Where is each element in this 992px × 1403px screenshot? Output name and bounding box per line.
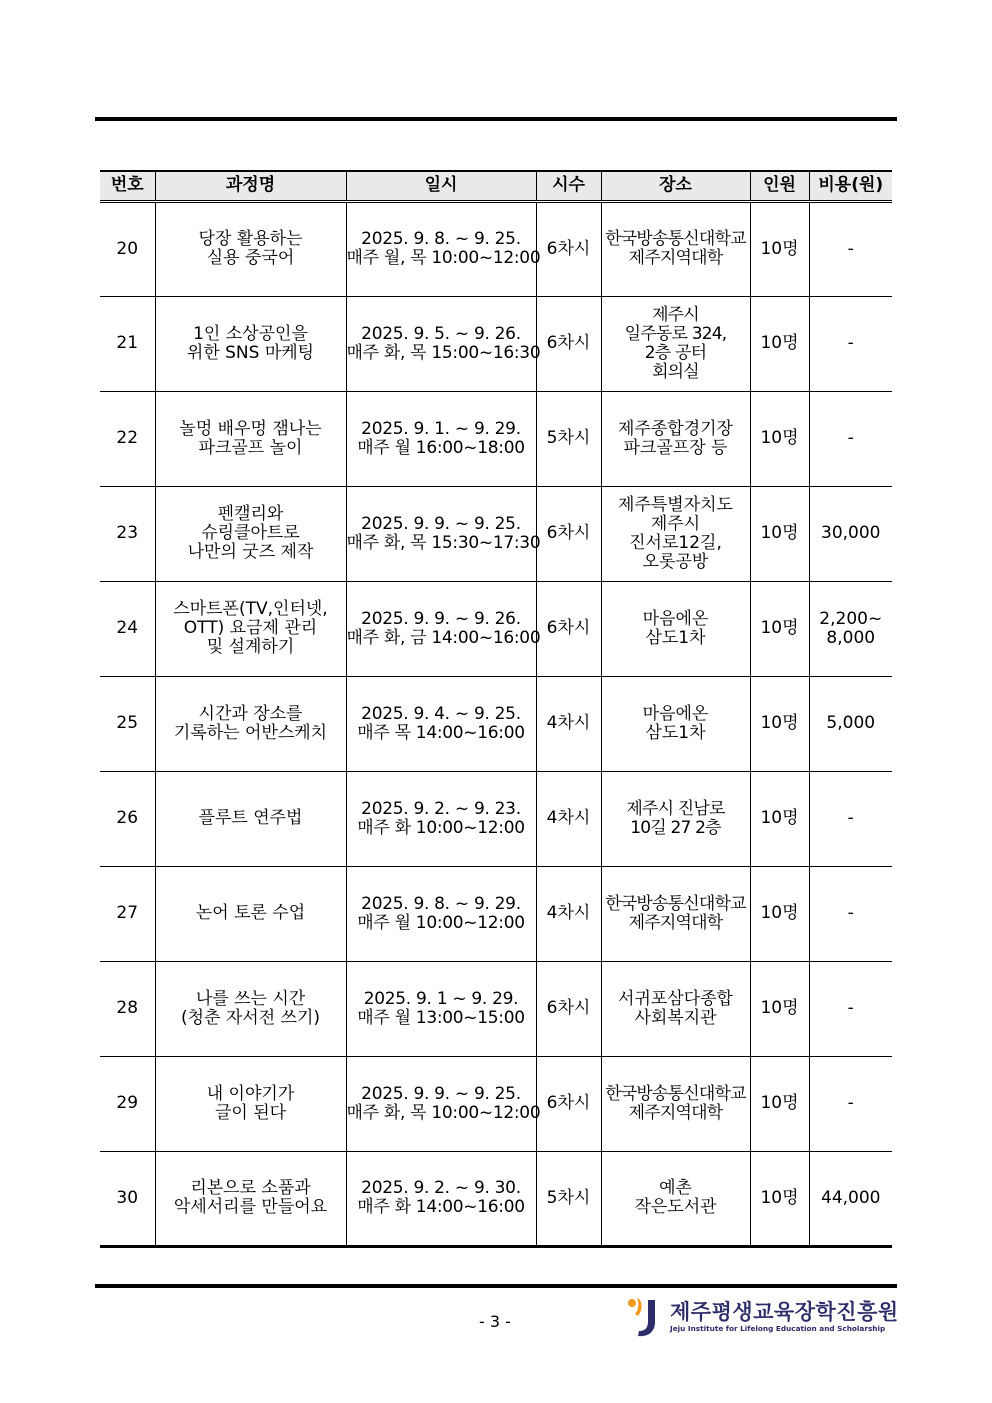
header-place: 장소	[601, 171, 750, 201]
cell-course-name-line: 기록하는 어반스케치	[173, 722, 328, 743]
cell-cost	[809, 676, 892, 771]
cell-date	[346, 391, 536, 486]
cell-cost-line: -	[847, 428, 854, 448]
logo-mark-icon	[626, 1294, 662, 1338]
cell-cost	[809, 771, 892, 866]
cell-place-line: 마음에온	[642, 703, 709, 724]
header-course-name: 과정명	[155, 171, 346, 201]
cell-place-line: 10길 27 2층	[630, 817, 721, 838]
cell-place-line: 진서로12길,	[629, 532, 722, 553]
cell-no: 22	[100, 391, 155, 486]
cell-course-name-line: 1인 소상공인을	[193, 323, 308, 344]
cell-people: 10명	[750, 771, 809, 866]
cell-course-name-line: 시간과 장소를	[198, 703, 303, 724]
cell-place-line: 한국방송통신대학교	[605, 1083, 746, 1104]
cell-course-name	[155, 391, 346, 486]
cell-hours: 6차시	[536, 581, 601, 676]
cell-place-line: 제주시	[650, 513, 701, 534]
cell-cost	[809, 296, 892, 391]
cell-course-name	[155, 1056, 346, 1151]
cell-people: 10명	[750, 201, 809, 296]
cell-people: 10명	[750, 866, 809, 961]
cell-no: 26	[100, 771, 155, 866]
cell-hours: 6차시	[536, 201, 601, 296]
cell-place	[601, 296, 750, 391]
cell-place-line: 제주특별자치도	[618, 494, 733, 515]
table-row	[100, 771, 892, 866]
cell-people: 10명	[750, 1151, 809, 1246]
cell-people: 10명	[750, 486, 809, 581]
cell-place-line: 파크골프장 등	[623, 437, 728, 458]
cell-hours: 4차시	[536, 866, 601, 961]
table-row	[100, 391, 892, 486]
cell-date-line: 2025. 9. 9. ~ 9. 25.	[361, 513, 521, 534]
cell-date	[346, 676, 536, 771]
cell-course-name	[155, 1151, 346, 1246]
cell-date-line: 매주 화 14:00~16:00	[357, 1197, 525, 1217]
cell-date-line: 매주 월 10:00~12:00	[357, 912, 525, 933]
cell-date-line: 2025. 9. 1. ~ 9. 29.	[361, 418, 521, 439]
cell-course-name	[155, 676, 346, 771]
cell-no: 29	[100, 1056, 155, 1151]
cell-place-line: 삼도1차	[645, 627, 706, 648]
cell-course-name-line: 리본으로 소품과	[190, 1178, 311, 1198]
cell-course-name-line: 실용 중국어	[206, 248, 295, 268]
cell-date-line: 2025. 9. 2. ~ 9. 30.	[361, 1178, 521, 1198]
cell-cost-line: -	[847, 238, 854, 259]
cell-date-line: 2025. 9. 9. ~ 9. 25.	[361, 1083, 521, 1104]
cell-course-name-line: 펜캘리와	[217, 504, 284, 524]
cell-cost	[809, 1056, 892, 1151]
cell-place	[601, 1151, 750, 1246]
cell-hours: 6차시	[536, 1056, 601, 1151]
cell-place-line: 2층 공터	[644, 342, 707, 363]
cell-place-line: 한국방송통신대학교	[605, 893, 746, 914]
table-row	[100, 866, 892, 961]
cell-date-line: 매주 월 13:00~15:00	[357, 1007, 525, 1028]
cell-place	[601, 201, 750, 296]
cell-course-name-line: 나를 쓰는 시간	[195, 988, 306, 1009]
cell-date-line: 매주 화 10:00~12:00	[357, 817, 525, 838]
logo-name: 제주평생교육장학진흥원	[670, 1300, 899, 1324]
top-rule	[95, 117, 897, 121]
cell-no: 20	[100, 201, 155, 296]
cell-course-name-line: 악세서리를 만들어요	[173, 1197, 328, 1217]
cell-cost	[809, 581, 892, 676]
cell-people: 10명	[750, 581, 809, 676]
cell-place-line: 작은도서관	[634, 1197, 717, 1217]
cell-course-name	[155, 201, 346, 296]
cell-place	[601, 391, 750, 486]
cell-course-name-line: 논어 토론 수업	[195, 903, 306, 923]
cell-place-line: 삼도1차	[645, 722, 706, 743]
cell-place-line: 마음에온	[642, 608, 709, 629]
cell-date	[346, 201, 541, 296]
cell-course-name-line: 나만의 굿즈 제작	[187, 542, 314, 562]
cell-date-line: 매주 목 14:00~16:00	[357, 722, 525, 743]
cell-cost	[809, 391, 892, 486]
cell-cost-line: 2,200~	[819, 608, 883, 629]
header-date: 일시	[346, 171, 536, 201]
cell-no: 24	[100, 581, 155, 676]
cell-place-line: 사회복지관	[634, 1007, 717, 1028]
cell-cost-line: -	[847, 1093, 854, 1113]
cell-place-line: 오롯공방	[642, 551, 709, 572]
course-table	[100, 170, 892, 1248]
header-cost: 비용(원)	[809, 171, 892, 201]
cell-cost	[809, 961, 892, 1056]
cell-no: 23	[100, 486, 155, 581]
cell-course-name	[155, 961, 346, 1056]
table-row	[100, 581, 892, 676]
cell-people: 10명	[750, 961, 809, 1056]
header-people: 인원	[750, 171, 809, 201]
cell-course-name-line: 파크골프 놀이	[198, 437, 303, 458]
cell-hours: 5차시	[536, 391, 601, 486]
cell-people: 10명	[750, 676, 809, 771]
cell-no: 28	[100, 961, 155, 1056]
cell-date	[346, 1056, 541, 1151]
cell-people: 10명	[750, 391, 809, 486]
cell-course-name-line: 슈링클아트로	[201, 523, 300, 543]
cell-cost-line: -	[847, 903, 854, 923]
cell-cost-line: -	[847, 998, 854, 1018]
cell-date-line: 2025. 9. 8. ~ 9. 25.	[361, 229, 521, 249]
cell-place-line: 제주지역대학	[628, 248, 723, 268]
cell-no: 30	[100, 1151, 155, 1246]
cell-date-line: 매주 화, 목 10:00~12:00	[346, 1102, 541, 1123]
page-number: - 3 -	[479, 1312, 511, 1331]
cell-place-line: 제주시 진남로	[626, 798, 725, 819]
cell-no: 25	[100, 676, 155, 771]
cell-place-line: 회의실	[652, 361, 699, 382]
cell-cost-line: 5,000	[826, 713, 876, 733]
cell-place-line: 서귀포삼다종합	[618, 988, 733, 1009]
cell-hours: 4차시	[536, 676, 601, 771]
cell-date-line: 매주 화, 목 15:30~17:30	[346, 532, 541, 553]
cell-course-name-line: 플루트 연주법	[198, 808, 303, 828]
cell-date-line: 매주 화, 금 14:00~16:00	[346, 627, 541, 648]
logo-subtitle: Jeju Institute for Lifelong Education and Scholarship	[670, 1324, 886, 1333]
table-row	[100, 1151, 892, 1246]
bottom-rule	[95, 1284, 897, 1288]
table-row	[100, 486, 892, 581]
cell-course-name	[155, 866, 346, 961]
cell-hours: 6차시	[536, 961, 601, 1056]
cell-date	[346, 486, 541, 581]
table-row	[100, 201, 892, 296]
cell-date-line: 매주 월, 목 10:00~12:00	[346, 248, 541, 268]
header-row	[100, 171, 892, 201]
cell-place	[601, 676, 750, 771]
cell-cost	[809, 486, 892, 581]
cell-cost-line: -	[847, 808, 854, 828]
cell-date	[346, 1151, 536, 1246]
cell-people: 10명	[750, 296, 809, 391]
cell-no: 27	[100, 866, 155, 961]
cell-hours: 5차시	[536, 1151, 601, 1246]
cell-place-line: 제주종합경기장	[618, 418, 733, 439]
cell-course-name-line: 당장 활용하는	[198, 229, 303, 249]
cell-date-line: 2025. 9. 9. ~ 9. 26.	[361, 608, 521, 629]
cell-no: 21	[100, 296, 155, 391]
cell-place	[601, 1056, 750, 1151]
cell-course-name-line: 놀멍 배우멍 잼나는	[179, 418, 322, 439]
table-row	[100, 296, 892, 391]
cell-date-line: 2025. 9. 4. ~ 9. 25.	[361, 703, 521, 724]
cell-date	[346, 866, 536, 961]
cell-place-line: 일주동로 324,	[624, 323, 727, 344]
cell-place-line: 제주지역대학	[628, 912, 723, 933]
cell-course-name	[155, 296, 346, 391]
cell-date-line: 매주 월 16:00~18:00	[357, 437, 525, 458]
cell-date-line: 2025. 9. 1 ~ 9. 29.	[363, 988, 519, 1009]
cell-cost	[809, 201, 892, 296]
cell-date	[346, 581, 541, 676]
cell-hours: 4차시	[536, 771, 601, 866]
cell-course-name	[155, 771, 346, 866]
cell-place	[601, 771, 750, 866]
cell-course-name-line: 스마트폰(TV,인터넷,	[173, 599, 328, 619]
cell-cost-line: -	[847, 333, 854, 353]
table-row	[100, 1056, 892, 1151]
cell-place	[601, 866, 750, 961]
cell-place-line: 제주시	[652, 304, 699, 325]
cell-place-line: 예촌	[659, 1178, 692, 1198]
header-no: 번호	[100, 171, 155, 201]
cell-course-name-line: 위한 SNS 마케팅	[186, 342, 315, 363]
cell-course-name-line: 글이 된다	[214, 1102, 287, 1123]
cell-cost-line: 44,000	[821, 1187, 881, 1208]
cell-date-line: 2025. 9. 5. ~ 9. 26.	[361, 323, 521, 344]
cell-place	[601, 486, 750, 581]
cell-cost	[809, 866, 892, 961]
cell-date	[346, 961, 536, 1056]
cell-cost-line: 30,000	[821, 523, 881, 543]
cell-course-name	[155, 486, 346, 581]
cell-cost	[809, 1151, 892, 1246]
cell-date	[346, 296, 541, 391]
cell-cost-line: 8,000	[826, 627, 876, 648]
cell-hours: 6차시	[536, 486, 601, 581]
cell-course-name-line: OTT) 요금제 관리	[183, 618, 318, 638]
cell-course-name	[155, 581, 346, 676]
cell-date-line: 2025. 9. 2. ~ 9. 23.	[361, 798, 521, 819]
cell-place-line: 한국방송통신대학교	[605, 229, 746, 249]
cell-place-line: 제주지역대학	[628, 1102, 723, 1123]
header-hours: 시수	[536, 171, 601, 201]
cell-hours: 6차시	[536, 296, 601, 391]
cell-course-name-line: 내 이야기가	[206, 1083, 295, 1104]
cell-place	[601, 961, 750, 1056]
institute-logo	[626, 1294, 899, 1338]
cell-course-name-line: 및 설계하기	[206, 637, 295, 657]
cell-date-line: 2025. 9. 8. ~ 9. 29.	[361, 893, 521, 914]
cell-course-name-line: (청춘 자서전 쓰기)	[180, 1007, 321, 1028]
cell-place	[601, 581, 750, 676]
table-row	[100, 676, 892, 771]
cell-date	[346, 771, 536, 866]
cell-people: 10명	[750, 1056, 809, 1151]
table-row	[100, 961, 892, 1056]
cell-date-line: 매주 화, 목 15:00~16:30	[346, 342, 541, 363]
